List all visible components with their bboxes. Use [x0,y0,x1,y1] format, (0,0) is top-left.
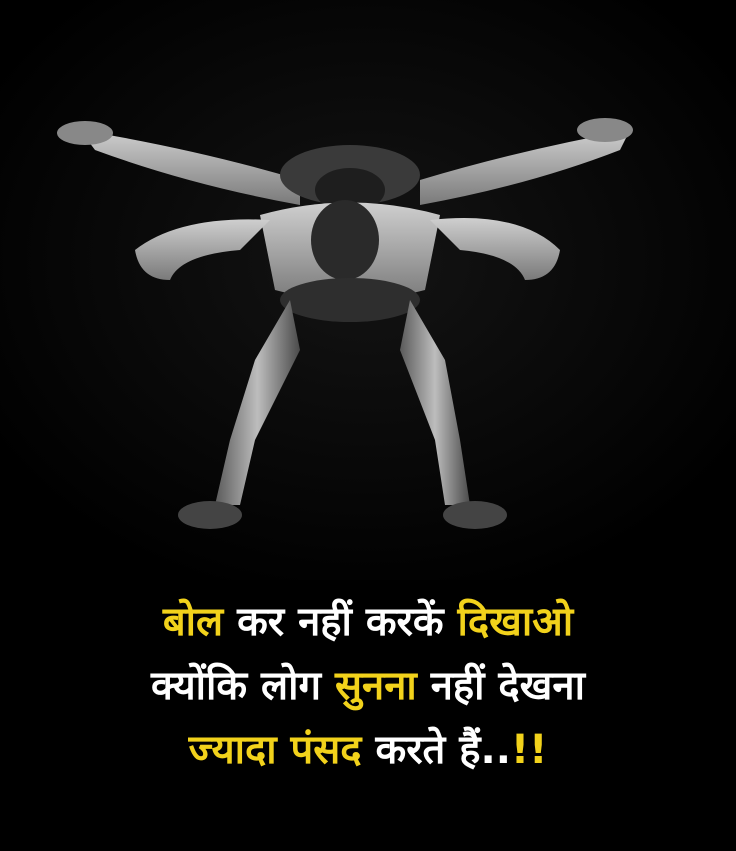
right-shoe [577,118,633,142]
quote-line-2-highlight: सुनना [334,663,417,709]
quote-line-1-highlight-start: बोल [162,599,224,645]
quote-block [0,580,736,851]
quote-line-3-highlight-end: !! [510,727,548,773]
quote-line-3 [0,720,736,775]
quote-line-2-end: नहीं देखना [416,663,585,709]
quote-line-1 [0,592,736,647]
front-performer-head [311,200,379,280]
quote-line-3-highlight-start: ज्यादा पंसद [188,727,362,773]
left-shoe [57,121,113,145]
front-right-shoe [443,501,507,529]
quote-line-1-middle: कर नहीं करकें [223,599,458,645]
front-left-shoe [178,501,242,529]
shorts [280,278,420,322]
quote-line-3-middle: करते हैं.. [361,727,511,773]
quote-line-2-start: क्योंकि लोग [151,663,335,709]
quote-line-1-highlight-end: दिखाओ [457,599,574,645]
quote-line-2 [0,656,736,711]
